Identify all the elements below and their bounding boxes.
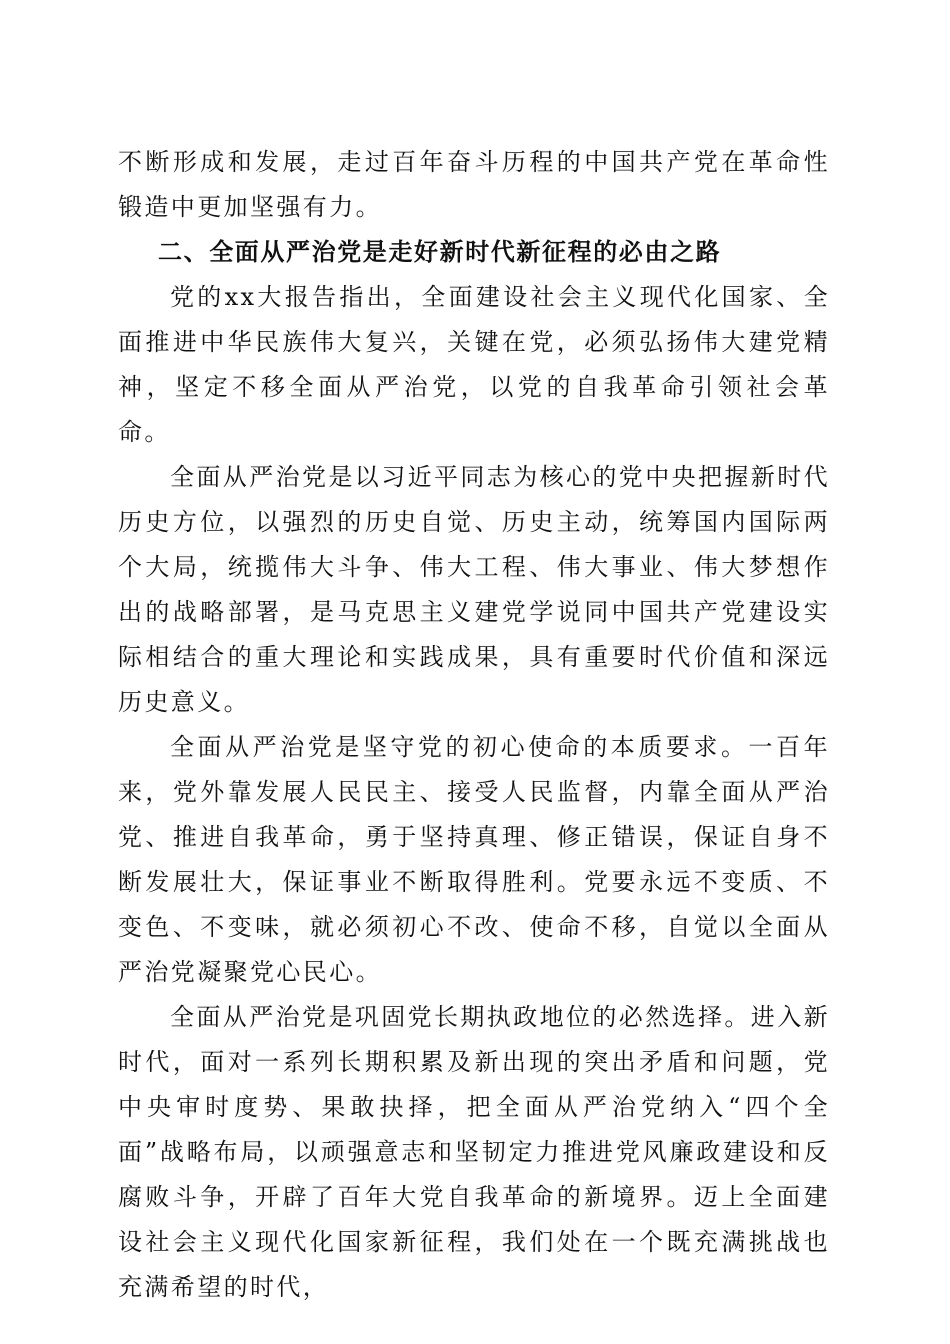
paragraph: 党的xx大报告指出，全面建设社会主义现代化国家、全面推进中华民族伟大复兴，关键在党，必须弘扬伟大建党精神，坚定不移全面从严治党，以党的自我革命引领社会革命。 (118, 283, 830, 446)
document-body (118, 140, 830, 1310)
section-heading: 二、全面从严治党是走好新时代新征程的必由之路 (158, 238, 722, 266)
paragraph: 全面从严治党是巩固党长期执政地位的必然选择。进入新时代，面对一系列长期积累及新出现的突出矛盾和问题，党中央审时度势、果敢抉择，把全面从严治党纳入“四个全面”战略布局，以顽强意志和坚韧定力推进党风廉政建设和反腐败斗争，开辟了百年大党自我革命的新境界。迈上全面建设社会主义现代化国家新征程，我们处在一个既充满挑战也充满希望的时代， (118, 1003, 830, 1301)
paragraph-continuation: 不断形成和发展，走过百年奋斗历程的中国共产党在革命性锻造中更加坚强有力。 (118, 148, 830, 221)
paragraph: 全面从严治党是坚守党的初心使命的本质要求。一百年来，党外靠发展人民民主、接受人民监督，内靠全面从严治党、推进自我革命，勇于坚持真理、修正错误，保证自身不断发展壮大，保证事业不断取得胜利。党要永远不变质、不变色、不变味，就必须初心不改、使命不移，自觉以全面从严治党凝聚党心民心。 (118, 733, 830, 986)
paragraph: 全面从严治党是以习近平同志为核心的党中央把握新时代历史方位，以强烈的历史自觉、历史主动，统筹国内国际两个大局，统揽伟大斗争、伟大工程、伟大事业、伟大梦想作出的战略部署，是马克思主义建党学说同中国共产党建设实际相结合的重大理论和实践成果，具有重要时代价值和深远历史意义。 (118, 463, 830, 716)
